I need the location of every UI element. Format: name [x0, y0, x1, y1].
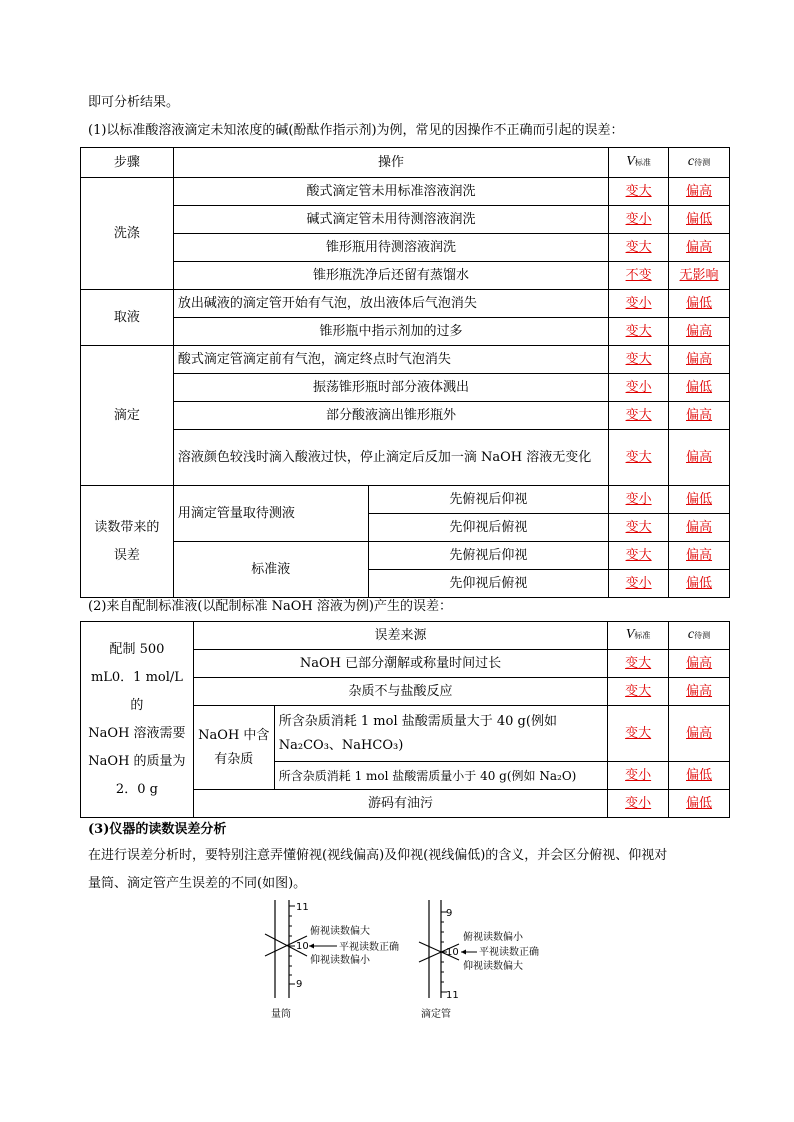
row-source: 杂质不与盐酸反应	[193, 678, 607, 706]
table-row	[81, 290, 730, 318]
row-v: 变大	[609, 542, 669, 570]
table-row	[81, 262, 730, 290]
header-v-standard: V标准	[608, 622, 669, 650]
row-source: 所含杂质消耗 1 mol 盐酸需质量小于 40 g(例如 Na₂O)	[274, 762, 607, 790]
burette-diagram	[419, 900, 539, 1020]
row-c: 偏高	[669, 706, 730, 762]
row-v: 变小	[609, 206, 669, 234]
cylinder-label-low: 仰视读数偏小	[310, 955, 370, 966]
section3-heading: (3)仪器的读数误差分析	[88, 822, 227, 837]
group-take: 取液	[81, 290, 174, 346]
table-row	[81, 206, 730, 234]
table-row	[81, 318, 730, 346]
row-v: 变小	[608, 790, 669, 818]
section3-text-line1: 在进行误差分析时，要特别注意弄懂俯视(视线偏高)及仰视(视线偏低)的含义，并会区分俯视、仰视对	[88, 848, 668, 863]
row-operation: 先俯视后仰视	[368, 486, 609, 514]
burette-tick-11: 11	[446, 990, 459, 1001]
header-v-standard: V标准	[609, 148, 669, 178]
group-titrate: 滴定	[81, 346, 174, 486]
cylinder-tick-11: 11	[296, 902, 309, 913]
row-c: 偏高	[669, 318, 730, 346]
cylinder-tick-10: 10	[296, 941, 309, 952]
row-v: 不变	[609, 262, 669, 290]
row-source: 游码有油污	[193, 790, 607, 818]
table-row	[81, 486, 730, 514]
row-v: 变小	[609, 570, 669, 598]
row-operation: 先俯视后仰视	[368, 542, 609, 570]
row-c: 偏低	[669, 486, 730, 514]
row-operation: 碱式滴定管未用待测溶液润洗	[173, 206, 608, 234]
row-c: 偏高	[669, 650, 730, 678]
row-operation: 先仰视后俯视	[368, 514, 609, 542]
row-operation: 酸式滴定管未用标准溶液润洗	[173, 178, 608, 206]
row-v: 变小	[609, 290, 669, 318]
row-c: 偏低	[669, 762, 730, 790]
reading-error-figure	[255, 898, 555, 1028]
cylinder-label-level: 平视读数正确	[339, 942, 399, 953]
row-v: 变大	[609, 514, 669, 542]
row-v: 变大	[608, 650, 669, 678]
row-v: 变大	[608, 706, 669, 762]
header-step: 步骤	[81, 148, 174, 178]
titration-error-table	[80, 147, 730, 598]
burette-label-level: 平视读数正确	[479, 947, 539, 958]
section1-heading: (1)以标准酸溶液滴定未知浓度的碱(酚酞作指示剂)为例，常见的因操作不正确而引起的误差：	[88, 123, 624, 138]
section2-heading: (2)来自配制标准液(以配制标准 NaOH 溶液为例)产生的误差：	[88, 599, 452, 614]
row-c: 偏高	[669, 178, 730, 206]
row-c: 偏低	[669, 290, 730, 318]
reading-sub-standard: 标准液	[173, 542, 368, 598]
row-v: 变小	[608, 762, 669, 790]
row-source: NaOH 已部分潮解或称量时间过长	[193, 650, 607, 678]
cylinder-label-high: 俯视读数偏大	[310, 926, 370, 937]
row-c: 偏高	[669, 514, 730, 542]
row-operation: 锥形瓶用待测溶液润洗	[173, 234, 608, 262]
row-v: 变小	[609, 486, 669, 514]
table-row	[81, 402, 730, 430]
row-source: 所含杂质消耗 1 mol 盐酸需质量大于 40 g(例如 Na₂CO₃、NaHCO₃)	[274, 706, 607, 762]
row-v: 变大	[608, 678, 669, 706]
graduated-cylinder-diagram	[265, 900, 399, 1020]
cylinder-caption: 量筒	[271, 1009, 291, 1020]
group-reading: 读数带来的误差	[81, 486, 174, 598]
row-c: 偏低	[669, 374, 730, 402]
table-row	[81, 178, 730, 206]
header-c-sample: c待测	[669, 622, 730, 650]
row-c: 偏高	[669, 542, 730, 570]
burette-tick-9: 9	[446, 908, 453, 919]
intro-line: 即可分析结果。	[88, 95, 180, 110]
burette-label-high: 俯视读数偏小	[463, 932, 523, 943]
header-c-sample: c待测	[669, 148, 730, 178]
row-c: 偏低	[669, 570, 730, 598]
row-operation: 振荡锥形瓶时部分液体溅出	[173, 374, 608, 402]
row-c: 偏高	[669, 430, 730, 486]
table-row	[81, 542, 730, 570]
row-v: 变大	[609, 346, 669, 374]
row-c: 偏高	[669, 402, 730, 430]
row-v: 变大	[609, 234, 669, 262]
row-v: 变大	[609, 178, 669, 206]
row-c: 偏高	[669, 346, 730, 374]
row-operation: 酸式滴定管滴定前有气泡，滴定终点时气泡消失	[173, 346, 608, 374]
row-c: 无影响	[669, 262, 730, 290]
table-row	[81, 374, 730, 402]
table-row	[81, 430, 730, 486]
row-operation: 锥形瓶洗净后还留有蒸馏水	[173, 262, 608, 290]
row-v: 变大	[609, 318, 669, 346]
row-operation: 放出碱液的滴定管开始有气泡，放出液体后气泡消失	[173, 290, 608, 318]
solution-prep-error-table	[80, 621, 730, 818]
row-operation: 溶液颜色较浅时滴入酸液过快，停止滴定后反加一滴 NaOH 溶液无变化	[173, 430, 608, 486]
header-error-source: 误差来源	[193, 622, 607, 650]
burette-label-low: 仰视读数偏大	[463, 961, 523, 972]
row-c: 偏低	[669, 790, 730, 818]
row-operation: 部分酸液滴出锥形瓶外	[173, 402, 608, 430]
row-v: 变大	[609, 402, 669, 430]
row-c: 偏低	[669, 206, 730, 234]
burette-caption: 滴定管	[421, 1009, 451, 1020]
prep-description: 配制 500 mL0．1 mol/L 的 NaOH 溶液需要 NaOH 的质量为 2．0 g	[81, 622, 194, 818]
table-header-row	[81, 148, 730, 178]
cylinder-tick-9: 9	[296, 979, 303, 990]
table-header-row	[81, 622, 730, 650]
row-c: 偏高	[669, 678, 730, 706]
header-operation: 操作	[173, 148, 608, 178]
table-row	[81, 234, 730, 262]
group-wash: 洗涤	[81, 178, 174, 290]
row-operation: 锥形瓶中指示剂加的过多	[173, 318, 608, 346]
burette-tick-10: 10	[446, 947, 459, 958]
impurity-label: NaOH 中含 有杂质	[193, 706, 274, 790]
row-v: 变大	[609, 430, 669, 486]
row-operation: 先仰视后俯视	[368, 570, 609, 598]
row-c: 偏高	[669, 234, 730, 262]
reading-sub-sample: 用滴定管量取待测液	[173, 486, 368, 542]
section3-text-line2: 量筒、滴定管产生误差的不同(如图)。	[88, 876, 307, 891]
table-row	[81, 346, 730, 374]
row-v: 变小	[609, 374, 669, 402]
